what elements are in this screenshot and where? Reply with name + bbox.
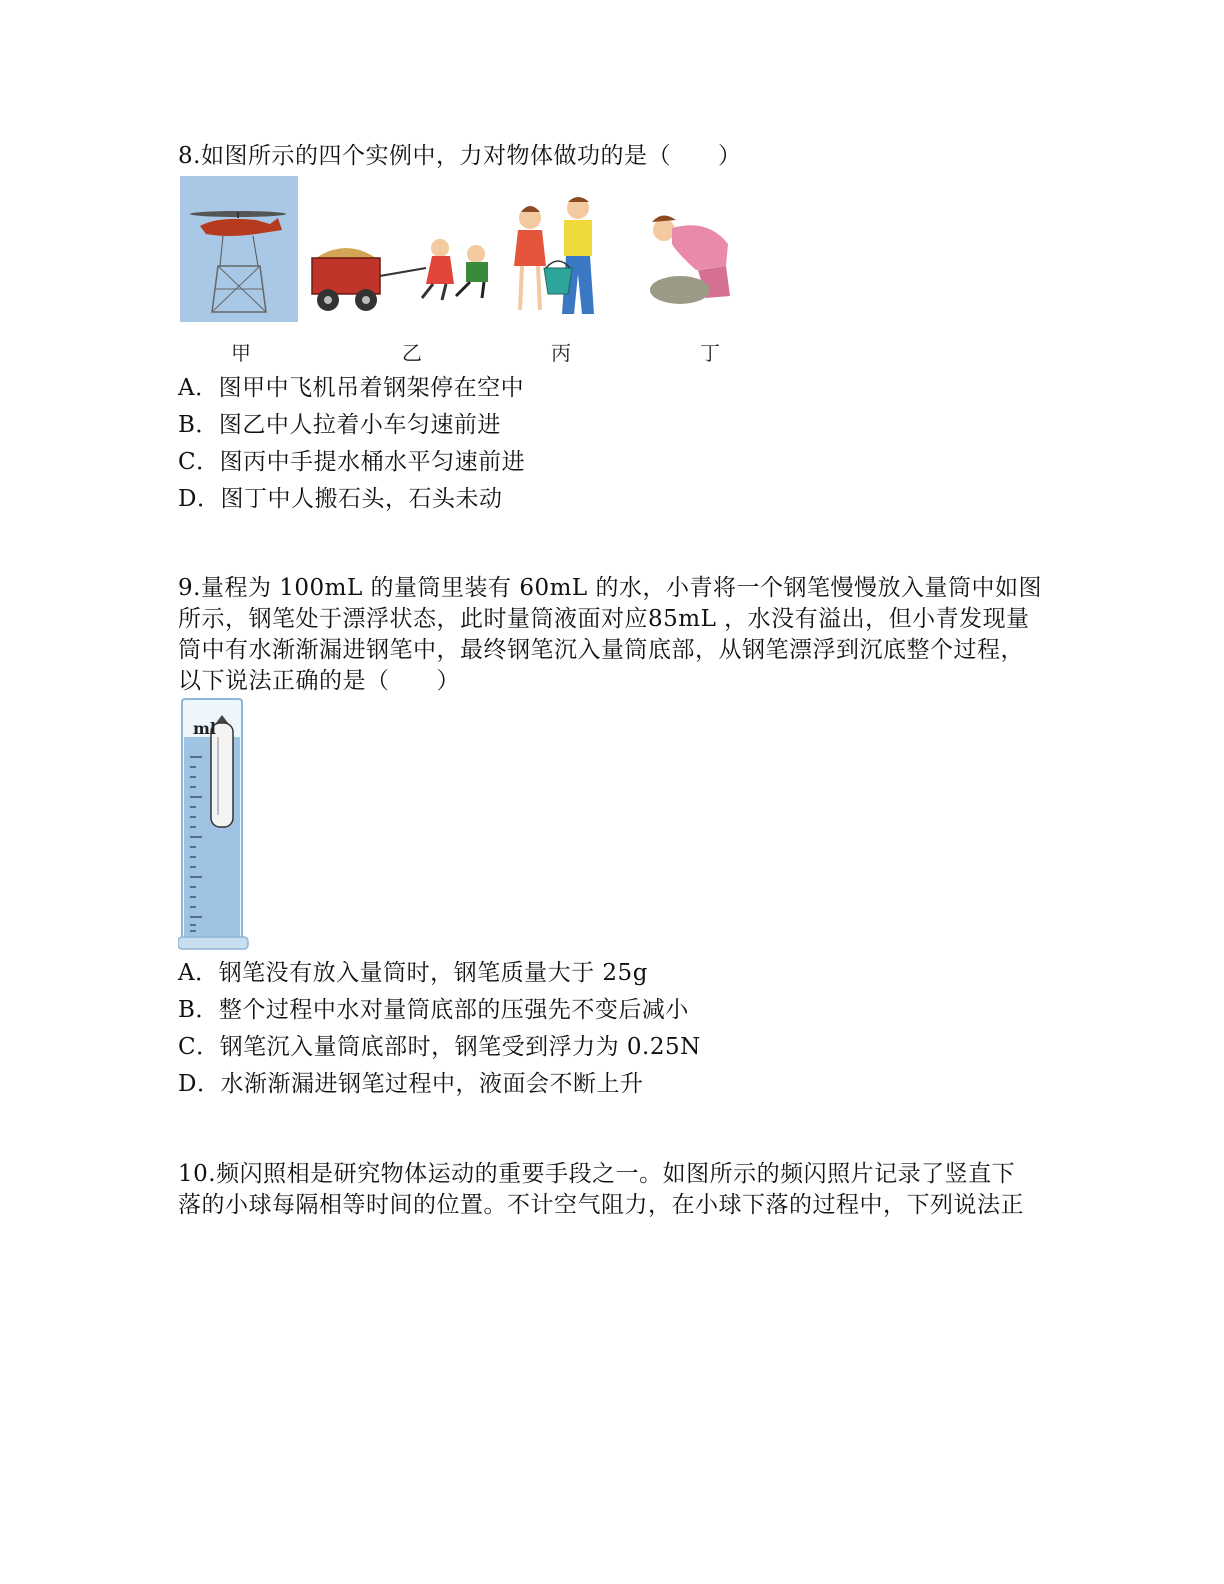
q8-stem: 8.如图所示的四个实例中，力对物体做功的是（ ） xyxy=(178,143,742,169)
q9-stem-line-4: 以下说法正确的是（ ） xyxy=(178,668,460,694)
q8-caption-bing: 丙 xyxy=(551,341,571,365)
lifting-rock-illustration xyxy=(650,215,730,304)
q8-caption-ding: 丁 xyxy=(700,341,720,365)
q9-option-b: B．整个过程中水对量筒底部的压强先不变后减小 xyxy=(178,997,689,1023)
q9-option-c: C．钢笔沉入量筒底部时，钢笔受到浮力为 0.25N xyxy=(178,1034,701,1060)
q9-stem-line-3: 筒中有水渐渐漏进钢笔中，最终钢笔沉入量筒底部，从钢笔漂浮到沉底整个过程， xyxy=(178,637,1024,663)
pulling-cart-illustration xyxy=(312,239,488,311)
q8-option-c: C．图丙中手提水桶水平匀速前进 xyxy=(178,449,526,475)
cylinder-unit-label: ml xyxy=(193,719,217,738)
helicopter-illustration xyxy=(180,176,298,322)
q9-option-d: D．水渐渐漏进钢笔过程中，液面会不断上升 xyxy=(178,1071,644,1097)
q10-stem-line-2: 落的小球每隔相等时间的位置。不计空气阻力，在小球下落的过程中，下列说法正 xyxy=(178,1192,1024,1218)
q9-stem-line-1: 9.量程为 100mL 的量筒里装有 60mL 的水，小青将一个钢笔慢慢放入量筒中如图 xyxy=(178,575,1043,601)
measuring-cylinder-figure xyxy=(178,697,250,951)
q9-option-a: A．钢笔没有放入量筒时，钢笔质量大于 25g xyxy=(178,960,648,986)
q9-stem-line-2: 所示，钢笔处于漂浮状态，此时量筒液面对应85mL ，水没有溢出，但小青发现量 xyxy=(178,606,1030,632)
q8-caption-yi: 乙 xyxy=(402,341,422,365)
carrying-bucket-illustration xyxy=(514,197,594,314)
q8-option-d: D．图丁中人搬石头，石头未动 xyxy=(178,486,503,512)
q8-option-b: B．图乙中人拉着小车匀速前进 xyxy=(178,412,501,438)
q8-option-a: A．图甲中飞机吊着钢架停在空中 xyxy=(178,375,525,401)
q8-caption-jia: 甲 xyxy=(231,341,251,365)
q8-figure xyxy=(178,174,748,364)
q10-stem-line-1: 10.频闪照相是研究物体运动的重要手段之一。如图所示的频闪照片记录了竖直下 xyxy=(178,1161,1016,1187)
